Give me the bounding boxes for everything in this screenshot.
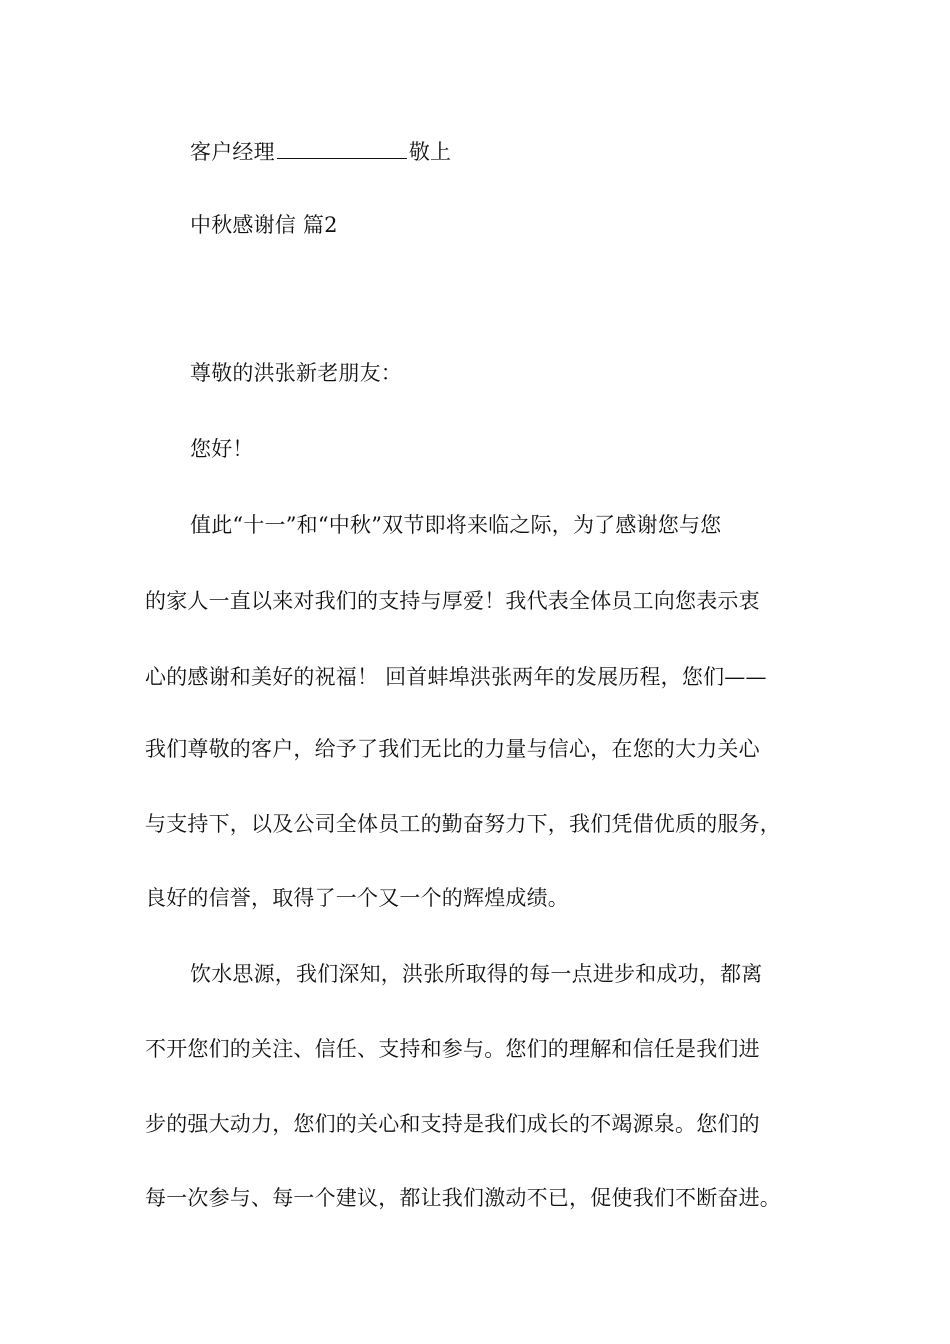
signature-blank <box>277 138 407 159</box>
salutation: 尊敬的洪张新老朋友： <box>190 361 402 385</box>
paragraph-1-line-5: 与支持下，以及公司全体员工的勤奋努力下，我们凭借优质的服务， <box>145 812 781 836</box>
paragraph-2-line-1: 饮水思源，我们深知，洪张所取得的每一点进步和成功，都离 <box>190 962 763 986</box>
paragraph-2-line-3: 步的强大动力，您们的关心和支持是我们成长的不竭源泉。您们的 <box>145 1112 760 1136</box>
signature-line <box>190 137 451 167</box>
paragraph-1-line-1: 值此“十一”和“中秋”双节即将来临之际，为了感谢您与您 <box>190 513 722 537</box>
paragraph-1-line-6: 良好的信誉，取得了一个又一个的辉煌成绩。 <box>145 886 569 910</box>
greeting: 您好！ <box>190 437 254 461</box>
paragraph-1-line-4: 我们尊敬的客户，给予了我们无比的力量与信心，在您的大力关心 <box>145 737 760 761</box>
letter-heading: 中秋感谢信 篇2 <box>190 213 338 237</box>
paragraph-1-line-2: 的家人一直以来对我们的支持与厚爱！我代表全体员工向您表示衷 <box>145 589 760 613</box>
paragraph-1-line-3: 心的感谢和美好的祝福！ 回首蚌埠洪张两年的发展历程，您们—— <box>145 665 767 689</box>
paragraph-2-line-4: 每一次参与、每一个建议，都让我们激动不已，促使我们不断奋进。 <box>145 1186 781 1210</box>
signature-suffix: 敬上 <box>408 140 452 164</box>
paragraph-2-line-2: 不开您们的关注、信任、支持和参与。您们的理解和信任是我们进 <box>145 1037 760 1061</box>
signature-prefix: 客户经理 <box>190 140 275 164</box>
